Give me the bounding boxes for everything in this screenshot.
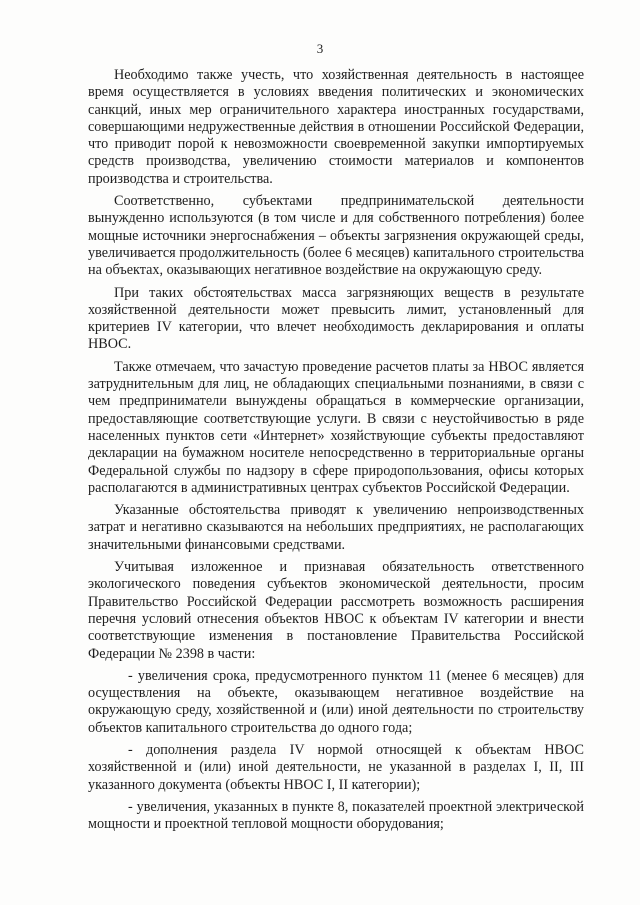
paragraph-energy-sources: Соответственно, субъектами предпринимательской деятельности вынужденно используются (в том числе и для собственного потребления) более мощные источники энергоснабжения – объекты загрязнения окружающей среды, увеличивается продолжительность (более 6 месяцев) капитального строительства на объектах, оказывающих негативное воздействие на окружающую среду. [88,193,584,279]
bullet-item-term-extension: - увеличения срока, предусмотренного пунктом 11 (менее 6 месяцев) для осуществления на объекте, оказывающем негативное воздействие на окружающую среду, хозяйственной и (или) иной деятельности по строительству объектов капитального строительства до одного года; [88,667,584,736]
page-number: 3 [316,41,324,56]
paragraph-pollutant-mass: При таких обстоятельствах масса загрязняющих веществ в результате хозяйственной деятельности может превысить лимит, установленный для критериев IV категории, что влечет необходимость декларирования и оплаты НВОС. [88,284,584,353]
paragraph-sanctions: Необходимо также учесть, что хозяйственная деятельность в настоящее время осуществляется в условиях введения политических и экономических санкций, иных мер ограничительного характера иностранных государствами, совершающими недружественные действия в отношении Российской Федерации, что приводит порой к невозможности своевременной закупки импортируемых средств производства, увеличению стоимости материалов и компонентов производства и строительства. [88,67,584,187]
paragraph-costs: Указанные обстоятельства приводят к увеличению непроизводственных затрат и негативно сказываются на небольших предприятиях, не располагающих значительными финансовыми средствами. [88,502,584,553]
document-body [88,67,584,838]
paragraph-payment-calculation: Также отмечаем, что зачастую проведение расчетов платы за НВОС является затруднительным для лиц, не обладающих специальными познаниями, в связи с чем предприниматели вынуждены обращаться в коммерческие организации, предоставляющие соответствующие услуги. В связи с неустойчивостью в ряде населенных пунктов сети «Интернет» хозяйствующие субъекты предоставляют декларации на бумажном носителе непосредственно в территориальные органы Федеральной службы по надзору в сфере природопользования, офисы которых располагаются в административных центрах субъектов Российской Федерации. [88,358,584,496]
bullet-item-section-iv: - дополнения раздела IV нормой относящей к объектам НВОС хозяйственной и (или) иной деятельности, не указанной в разделах I, II, III указанного документа (объекты НВОС I, II категории); [88,741,584,793]
paragraph-request: Учитывая изложенное и признавая обязательность ответственного экологического поведения субъектов экономической деятельности, просим Правительство Российской Федерации рассмотреть возможность расширения перечня условий отнесения объектов НВОС к объектам IV категории и внести соответствующие изменения в постановление Правительства Российской Федерации № 2398 в части: [88,559,584,662]
bullet-item-power-capacity: - увеличения, указанных в пункте 8, показателей проектной электрической мощности и проектной тепловой мощности оборудования; [88,798,584,833]
